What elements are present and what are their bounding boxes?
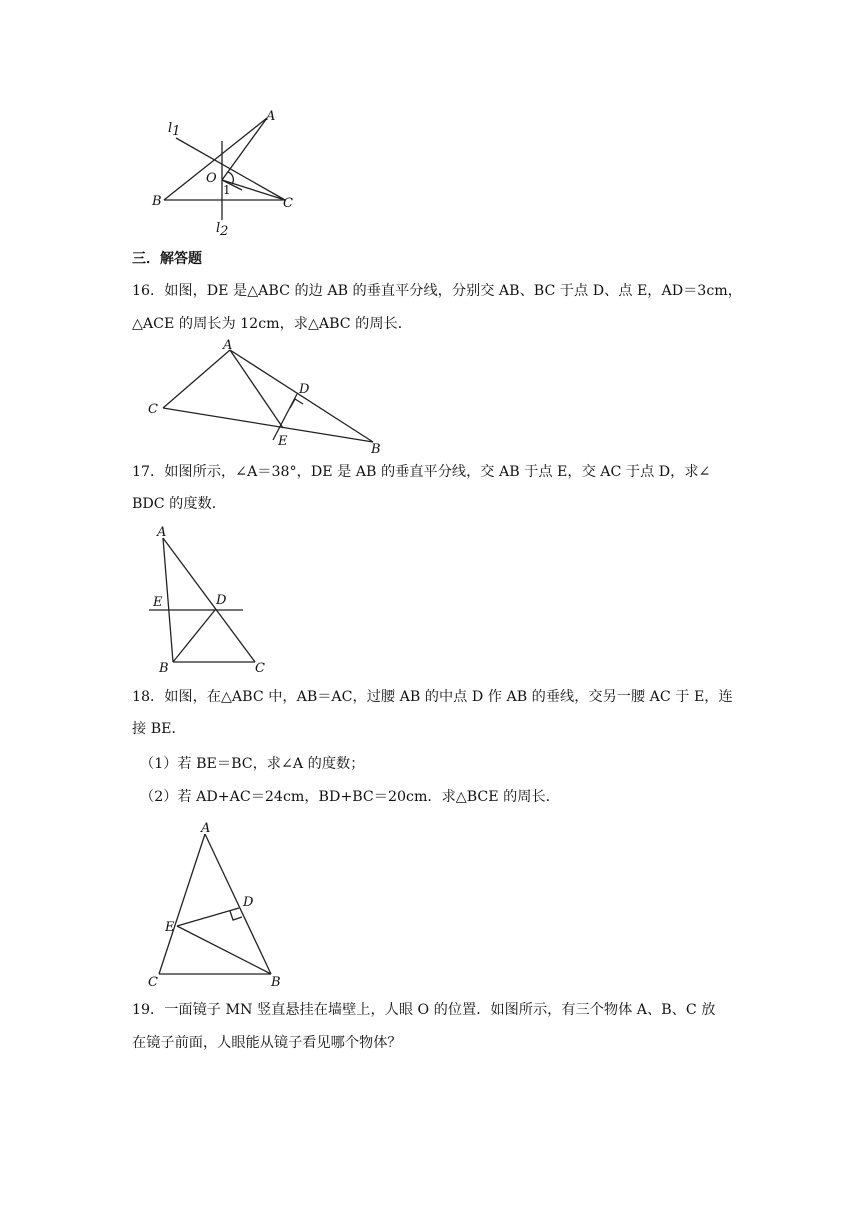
q18-text-line2: 接 BE．: [132, 721, 186, 737]
figure-q15: [150, 108, 300, 238]
segment-ac: [159, 834, 205, 974]
label-d: D: [243, 895, 254, 910]
q18-part1: （1）若 BE＝BC，求∠A 的度数；: [140, 756, 365, 772]
label-d: D: [299, 382, 310, 397]
segment-bd: [173, 610, 215, 662]
segment-ae: [230, 350, 283, 428]
figure-q16: [145, 340, 390, 455]
segment-ac: [163, 538, 255, 662]
q16-text-line1: 16．如图，DE 是△ABC 的边 AB 的垂直平分线，分别交 AB、BC 于点 D、点 E，AD＝3cm，: [132, 283, 742, 299]
label-a: A: [201, 821, 211, 836]
label-c: C: [255, 661, 265, 676]
label-b: B: [371, 442, 381, 457]
label-d: D: [216, 593, 227, 608]
label-l2: l2: [216, 221, 229, 239]
segment-ed: [177, 908, 239, 926]
label-b: B: [152, 194, 162, 209]
q18-part2: （2）若 AD+AC＝24cm，BD+BC＝20cm．求△BCE 的周长．: [140, 789, 560, 805]
label-a: A: [266, 109, 276, 124]
q17-text-line2: BDC 的度数．: [132, 496, 226, 512]
section-title: 三．解答题: [132, 251, 202, 267]
figure-q17: [145, 524, 265, 676]
q16-text-line2: △ACE 的周长为 12cm，求△ABC 的周长．: [132, 316, 412, 332]
segment-cb: [163, 408, 373, 442]
segment-ac: [163, 350, 230, 408]
segment-eb: [177, 926, 271, 974]
label-a: A: [157, 525, 167, 540]
label-l1: l1: [168, 121, 181, 139]
label-angle-1: 1: [223, 183, 231, 197]
segment-ab: [205, 834, 271, 974]
q18-text-line1: 18．如图，在△ABC 中，AB＝AC，过腰 AB 的中点 D 作 AB 的垂线，交另一腰 AC 于 E，连: [132, 689, 733, 705]
right-angle-mark: [290, 399, 303, 408]
label-b: B: [159, 661, 169, 676]
label-c: C: [283, 196, 293, 211]
label-c: C: [148, 402, 158, 417]
q19-text-line1: 19．一面镜子 MN 竖直悬挂在墙壁上，人眼 O 的位置．如图所示，有三个物体 A、B、C 放: [132, 1002, 716, 1018]
label-e: E: [153, 595, 163, 610]
label-c: C: [148, 975, 158, 990]
segment-oc: [222, 180, 285, 200]
q19-text-line2: 在镜子前面，人眼能从镜子看见哪个物体？: [132, 1035, 402, 1051]
label-e: E: [278, 434, 288, 449]
figure-q18: [145, 818, 295, 990]
label-o: O: [206, 171, 217, 186]
segment-ab: [163, 538, 173, 662]
right-angle-mark: [230, 911, 242, 920]
label-a: A: [223, 338, 233, 353]
label-b: B: [271, 975, 281, 990]
label-e: E: [165, 920, 175, 935]
q17-text-line1: 17．如图所示，∠A＝38°，DE 是 AB 的垂直平分线，交 AB 于点 E，交 AC 于点 D，求∠: [132, 464, 711, 480]
